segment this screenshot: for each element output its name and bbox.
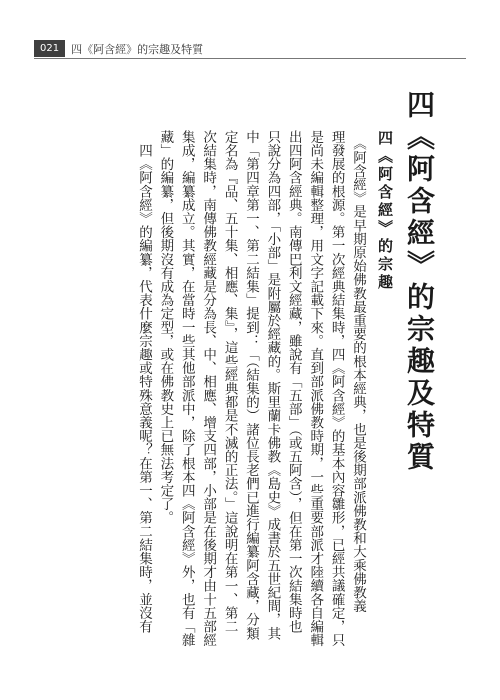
- body-line: 理發展的根源。第一次經典結集時，四《阿含經》的基本內容雛形，已經共議確定，只: [328, 130, 345, 647]
- body-line: 定名為『品、五十集、相應、集』，這些經典都是不滅的正法。」這說明在第一、第二: [221, 130, 238, 634]
- page-number: 021: [34, 40, 65, 57]
- body-line: 是尚未編輯整理，用文字記載下來。直到部派佛教時期，一些重要部派才陸續各自編輯: [307, 130, 324, 647]
- body-line: 只說分為四部，「小部」是附屬於經藏的。斯里蘭卡佛教《島史》成書於五世紀間，其: [264, 130, 281, 641]
- body-line: 四《阿含經》的編纂，代表什麼宗趣或特殊意義呢？在第一、第二結集時，並沒有: [135, 130, 152, 634]
- body-line: 集成，編纂成立。其實，在當時一些其他部派中，除了根本四《阿含經》外，也有「雜: [178, 130, 195, 647]
- body-line: 次結集時，南傳佛教經藏是分為長、中、相應、增支四部，小部是在後期才由十五部經: [200, 130, 217, 647]
- body-line: 中「第四章第一、第二結集」提到：「（結集的）諸位長老們已進行編纂阿含藏，分類: [242, 130, 259, 641]
- running-header-title: 四《阿含經》的宗趣及特質: [71, 42, 204, 56]
- chapter-title: 四《阿含經》的宗趣及特質: [403, 90, 436, 474]
- section-title: 四《阿含經》的宗趣: [376, 130, 394, 292]
- running-header: [34, 40, 203, 57]
- body-line: 出四阿含經典。南傳巴利文經藏，雖說有「五部」（或五阿含），但在第一次結集時也: [285, 130, 302, 634]
- body-line: 《阿含經》是早期原始佛教最重要的根本經典，也是後期部派佛教和大乘佛教義: [350, 130, 366, 613]
- header-divider: [34, 58, 466, 59]
- body-line: 藏」的編纂，但後期沒有成為定型，或在佛教史上已無法考定了。: [157, 130, 174, 525]
- body-text: [133, 130, 368, 666]
